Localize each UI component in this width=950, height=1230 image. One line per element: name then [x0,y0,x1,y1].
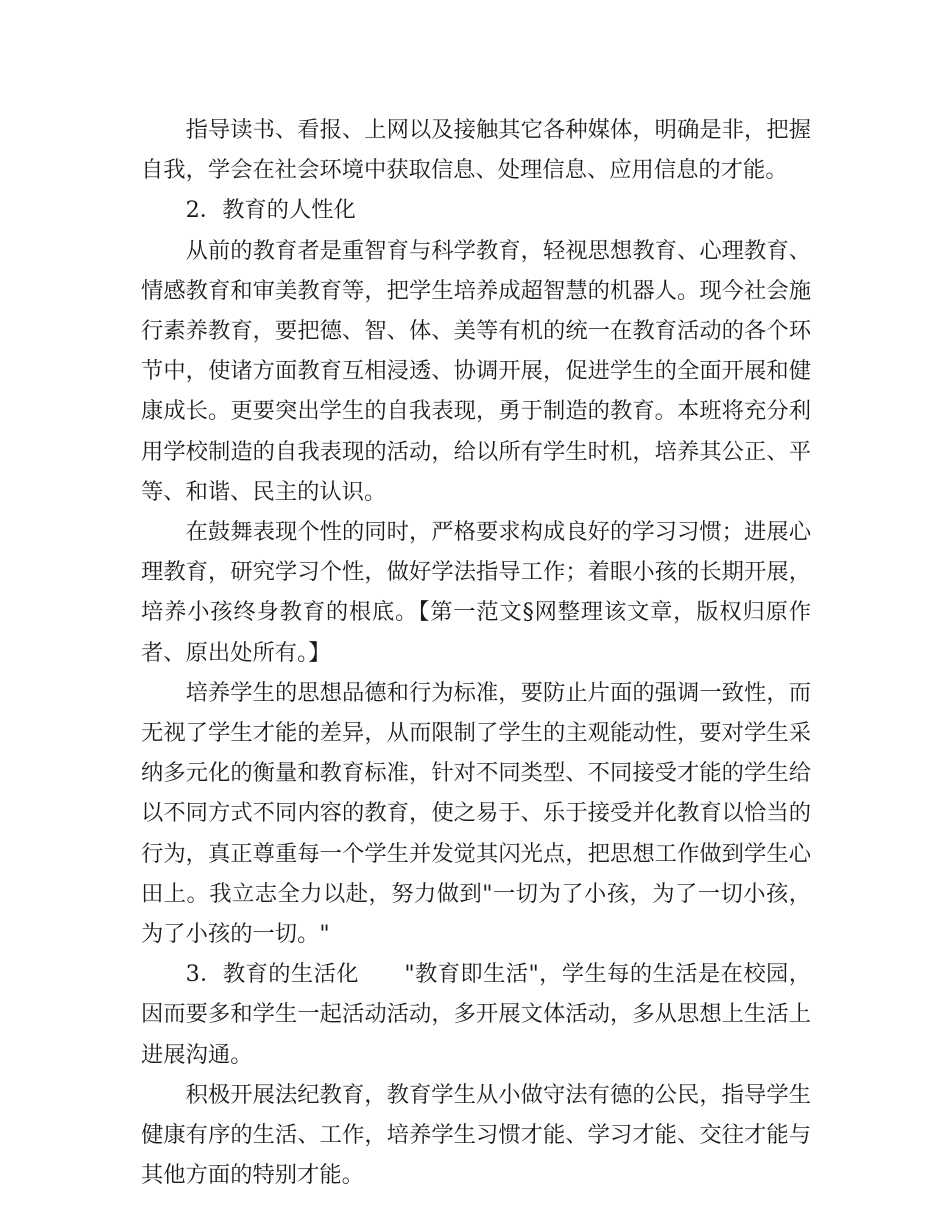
paragraph-moral-standards: 培养学生的思想品德和行为标准，要防止片面的强调一致性，而无视了学生才能的差异，从而限制了学生的主观能动性，要对学生采纳多元化的衡量和教育标准，针对不同类型、不同接受才能的学生给以不同方式不同内容的教育，使之易于、乐于接受并化教育以恰当的行为，真正尊重每一个学生并发觉其闪光点，把思想工作做到学生心田上。我立志全力以赴，努力做到"一切为了小孩，为了一切小孩，为了小孩的一切。" [141,679,811,948]
heading-humanized-education: 2．教育的人性化 [185,197,356,224]
paragraph-life-education: 3．教育的生活化 "教育即生活"，学生每的生活是在校园，因而要多和学生一起活动活动，多开展文体活动，多从思想上生活上进展沟通。 [141,961,811,1068]
document-body [141,110,811,1195]
paragraph-personality-encouragement: 在鼓舞表现个性的同时，严格要求构成良好的学习习惯；进展心理教育，研究学习个性，做好学法指导工作；着眼小孩的长期开展，培养小孩终身教育的根底。【第一范文§网整理该文章，版权归原作者、原出处所有。】 [141,519,811,666]
paragraph-media-guidance: 指导读书、看报、上网以及接触其它各种媒体，明确是非，把握自我，学会在社会环境中获取信息、处理信息、应用信息的才能。 [141,117,811,184]
paragraph-humanized-education: 从前的教育者是重智育与科学教育，轻视思想教育、心理教育、情感教育和审美教育等，把学生培养成超智慧的机器人。现今社会施行素养教育，要把德、智、体、美等有机的统一在教育活动的各个环节中，使诸方面教育互相浸透、协调开展，促进学生的全面开展和健康成长。更要突出学生的自我表现，勇于制造的教育。本班将充分利用学校制造的自我表现的活动，给以所有学生时机，培养其公正、平等、和谐、民主的认识。 [141,237,811,505]
paragraph-legal-education: 积极开展法纪教育，教育学生从小做守法有德的公民，指导学生健康有序的生活、工作，培养学生习惯才能、学习才能、交往才能与其他方面的特别才能。 [141,1081,811,1189]
